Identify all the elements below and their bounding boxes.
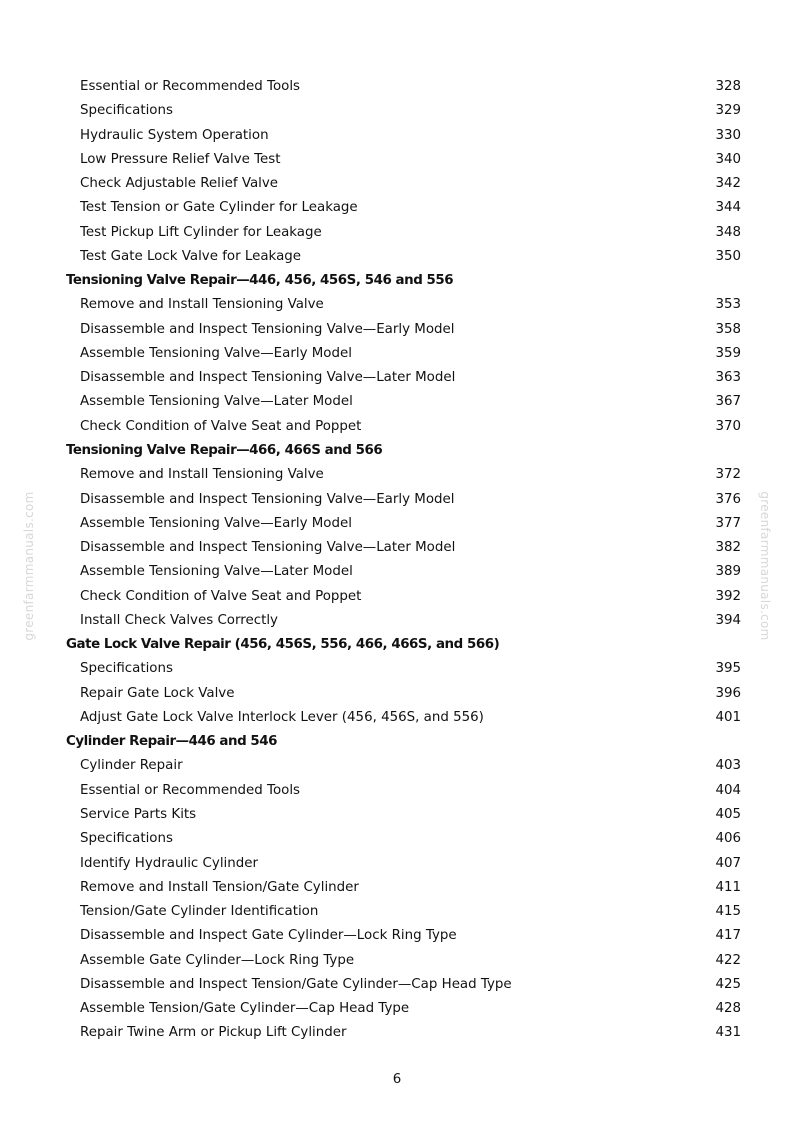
entry-page-number: 431 <box>715 1025 741 1041</box>
toc-entry[interactable] <box>0 99 794 123</box>
entry-title: Specifications <box>80 103 173 119</box>
entry-page-number: 370 <box>715 418 741 434</box>
toc-entry[interactable] <box>0 342 794 366</box>
entry-page-number: 376 <box>715 491 741 507</box>
toc-entry[interactable] <box>0 682 794 706</box>
entry-page-number: 342 <box>715 176 741 192</box>
toc-entry[interactable] <box>0 657 794 681</box>
toc-entry[interactable] <box>0 924 794 948</box>
entry-title: Disassemble and Inspect Tensioning Valve—Later Model <box>80 540 456 556</box>
watermark-left: greenfarmmanuals.com <box>22 491 36 641</box>
entry-page-number: 403 <box>715 758 741 774</box>
toc-entry[interactable] <box>0 293 794 317</box>
toc-entry[interactable] <box>0 852 794 876</box>
entry-title: Assemble Tensioning Valve—Early Model <box>80 345 352 361</box>
entry-title: Test Pickup Lift Cylinder for Leakage <box>80 224 322 240</box>
entry-page-number: 392 <box>715 588 741 604</box>
entry-page-number: 359 <box>715 345 741 361</box>
entry-page-number: 406 <box>715 831 741 847</box>
entry-page-number: 394 <box>715 612 741 628</box>
entry-title: Identify Hydraulic Cylinder <box>80 855 259 871</box>
entry-page-number: 329 <box>715 103 741 119</box>
toc-entry[interactable] <box>0 245 794 269</box>
entry-title: Essential or Recommended Tools <box>80 782 301 798</box>
entry-page-number: 363 <box>715 370 741 386</box>
entry-page-number: 382 <box>715 540 741 556</box>
entry-title: Remove and Install Tensioning Valve <box>80 467 324 483</box>
toc-entry[interactable] <box>0 148 794 172</box>
entry-page-number: 330 <box>715 127 741 143</box>
entry-page-number: 340 <box>715 151 741 167</box>
entry-title: Low Pressure Relief Valve Test <box>80 151 281 167</box>
toc-entry[interactable] <box>0 827 794 851</box>
entry-title: Repair Gate Lock Valve <box>80 685 235 701</box>
toc-section-heading[interactable] <box>0 269 794 293</box>
section-heading-title: Tensioning Valve Repair—466, 466S and 566 <box>66 442 383 458</box>
toc-entry[interactable] <box>0 949 794 973</box>
toc-entry[interactable] <box>0 463 794 487</box>
entry-title: Check Condition of Valve Seat and Poppet <box>80 418 362 434</box>
toc-entry[interactable] <box>0 172 794 196</box>
entry-title: Remove and Install Tensioning Valve <box>80 297 324 313</box>
entry-page-number: 328 <box>715 79 741 94</box>
toc-entry[interactable] <box>0 221 794 245</box>
entry-title: Repair Twine Arm or Pickup Lift Cylinder <box>80 1025 347 1041</box>
toc-entry[interactable] <box>0 997 794 1021</box>
entry-title: Specifications <box>80 831 173 847</box>
entry-title: Tension/Gate Cylinder Identification <box>80 904 319 920</box>
toc-section-heading[interactable] <box>0 439 794 463</box>
toc-entry[interactable] <box>0 876 794 900</box>
entry-page-number: 377 <box>715 515 741 531</box>
entry-title: Assemble Tensioning Valve—Later Model <box>80 394 353 410</box>
entry-title: Remove and Install Tension/Gate Cylinder <box>80 879 359 895</box>
toc-entry[interactable] <box>0 124 794 148</box>
toc-entry[interactable] <box>0 585 794 609</box>
entry-page-number: 372 <box>715 467 741 483</box>
toc-entry[interactable] <box>0 609 794 633</box>
toc-entry[interactable] <box>0 706 794 730</box>
entry-page-number: 350 <box>715 248 741 264</box>
entry-page-number: 353 <box>715 297 741 313</box>
entry-page-number: 367 <box>715 394 741 410</box>
entry-page-number: 415 <box>715 904 741 920</box>
entry-title: Test Tension or Gate Cylinder for Leakage <box>80 200 358 216</box>
toc-entry[interactable] <box>0 779 794 803</box>
section-heading-title: Cylinder Repair—446 and 546 <box>66 734 278 750</box>
toc-entry[interactable] <box>0 488 794 512</box>
entry-title: Test Gate Lock Valve for Leakage <box>80 248 302 264</box>
entry-page-number: 401 <box>715 709 741 725</box>
entry-title: Check Adjustable Relief Valve <box>80 176 279 192</box>
toc-entry[interactable] <box>0 415 794 439</box>
entry-page-number: 358 <box>715 321 741 337</box>
entry-title: Cylinder Repair <box>80 758 183 774</box>
toc-entry[interactable] <box>0 318 794 342</box>
section-heading-title: Tensioning Valve Repair—446, 456, 456S, 546 and 556 <box>66 273 454 289</box>
entry-title: Disassemble and Inspect Tensioning Valve—Early Model <box>80 491 455 507</box>
entry-page-number: 417 <box>715 928 741 944</box>
toc-entry[interactable] <box>0 900 794 924</box>
entry-page-number: 407 <box>715 855 741 871</box>
toc-entry[interactable] <box>0 1021 794 1045</box>
entry-title: Assemble Tensioning Valve—Later Model <box>80 564 353 580</box>
toc-entry[interactable] <box>0 754 794 778</box>
entry-page-number: 428 <box>715 1001 741 1017</box>
section-heading-title: Gate Lock Valve Repair (456, 456S, 556, 466, 466S, and 566) <box>66 637 500 653</box>
entry-page-number: 411 <box>715 879 741 895</box>
entry-title: Assemble Gate Cylinder—Lock Ring Type <box>80 952 355 968</box>
page-number: 6 <box>392 1072 402 1087</box>
entry-page-number: 425 <box>715 976 741 992</box>
entry-title: Assemble Tension/Gate Cylinder—Cap Head Type <box>80 1001 410 1017</box>
entry-page-number: 396 <box>715 685 741 701</box>
entry-page-number: 422 <box>715 952 741 968</box>
entry-page-number: 395 <box>715 661 741 677</box>
entry-title: Specifications <box>80 661 173 677</box>
toc-entry[interactable] <box>0 196 794 220</box>
watermark-right: greenfarmmanuals.com <box>758 491 772 641</box>
entry-title: Service Parts Kits <box>80 806 197 822</box>
entry-title: Check Condition of Valve Seat and Poppet <box>80 588 362 604</box>
entry-title: Essential or Recommended Tools <box>80 79 301 94</box>
toc-entry[interactable] <box>0 973 794 997</box>
toc-entry[interactable] <box>0 75 794 99</box>
entry-title: Disassemble and Inspect Tensioning Valve—Later Model <box>80 370 456 386</box>
toc-entry[interactable] <box>0 512 794 536</box>
toc-section-heading[interactable] <box>0 633 794 657</box>
toc-entry[interactable] <box>0 803 794 827</box>
toc-entry[interactable] <box>0 560 794 584</box>
toc-entry[interactable] <box>0 390 794 414</box>
entry-title: Adjust Gate Lock Valve Interlock Lever (456, 456S, and 556) <box>80 709 484 725</box>
entry-title: Disassemble and Inspect Gate Cylinder—Lock Ring Type <box>80 928 457 944</box>
entry-page-number: 344 <box>715 200 741 216</box>
entry-title: Hydraulic System Operation <box>80 127 269 143</box>
toc-entry[interactable] <box>0 366 794 390</box>
entry-page-number: 348 <box>715 224 741 240</box>
entry-page-number: 405 <box>715 806 741 822</box>
table-of-contents <box>0 75 794 1046</box>
toc-entry[interactable] <box>0 536 794 560</box>
entry-title: Disassemble and Inspect Tensioning Valve—Early Model <box>80 321 455 337</box>
entry-page-number: 389 <box>715 564 741 580</box>
entry-page-number: 404 <box>715 782 741 798</box>
entry-title: Install Check Valves Correctly <box>80 612 278 628</box>
entry-title: Assemble Tensioning Valve—Early Model <box>80 515 352 531</box>
entry-title: Disassemble and Inspect Tension/Gate Cylinder—Cap Head Type <box>80 976 512 992</box>
toc-section-heading[interactable] <box>0 730 794 754</box>
